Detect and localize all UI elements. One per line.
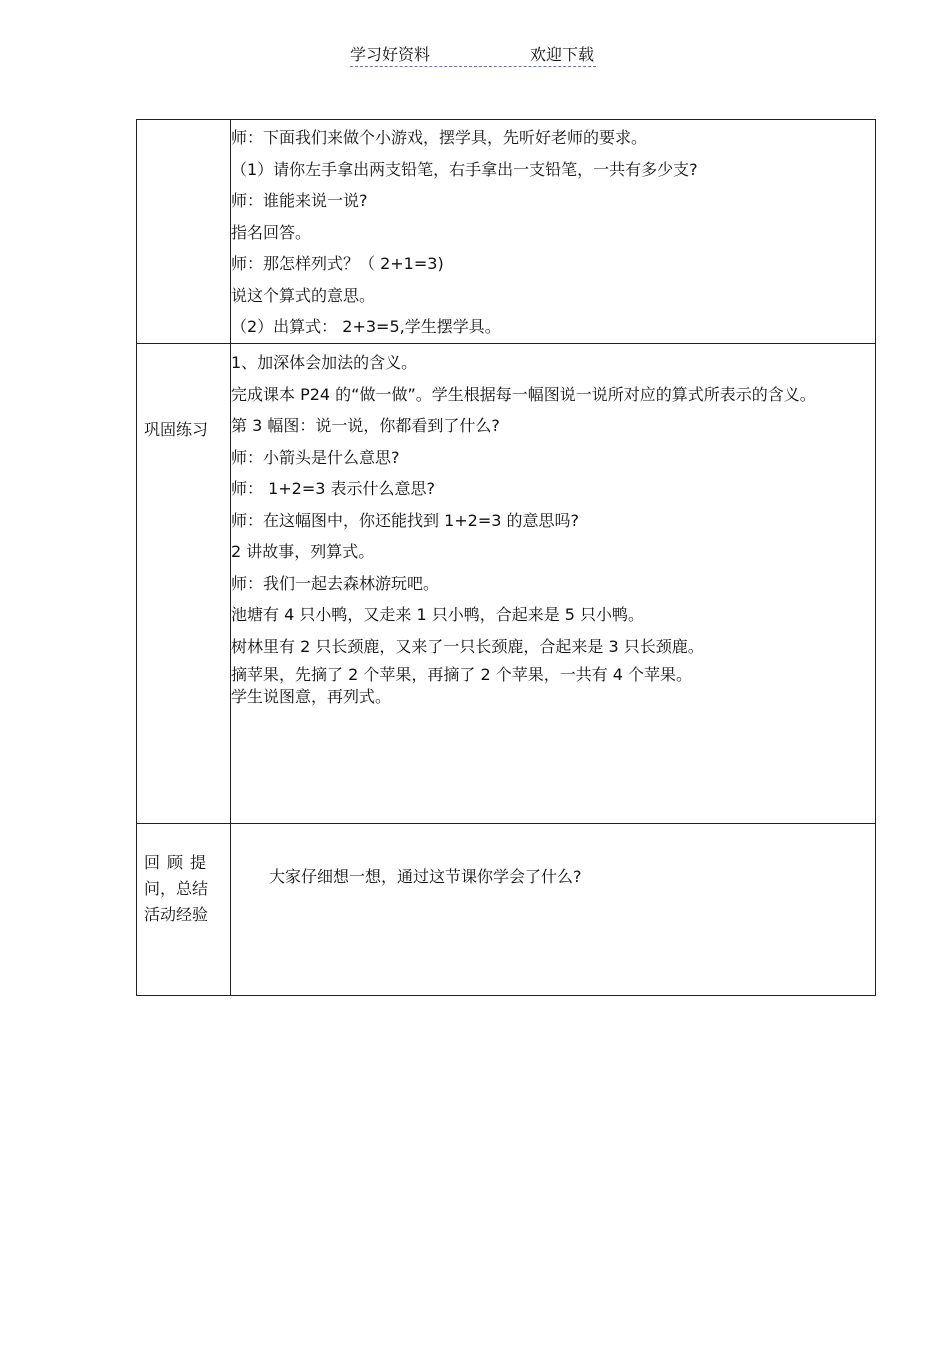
row-label-practice [137,344,231,824]
table-row [137,824,876,996]
review-label-line: 回顾提 [144,853,214,872]
header-right-text: 欢迎下载 [529,45,594,64]
review-label-line: 活动经验 [144,905,209,924]
practice-label: 巩固练习 [144,420,209,439]
text-line: 树林里有 2 只长颈鹿，又来了一只长颈鹿，合起来是 3 只长颈鹿。 [231,636,704,656]
review-cell [231,824,876,996]
text-line: 师：我们一起去森林游玩吧。 [231,573,440,593]
text-line: 师：谁能来说一说? [231,191,368,210]
header-left-text: 学习好资料 [350,45,431,64]
practice-cell [231,344,876,824]
text-line: 完成课本 P24 的“做一做”。学生根据每一幅图说一说所对应的算式所表示的含义。 [231,384,816,404]
page-header [350,40,596,67]
game-activity-cell [231,120,876,344]
row-label-review [137,824,231,996]
text-line: 第 3 幅图：说一说，你都看到了什么? [231,416,500,435]
text-line: 师：小箭头是什么意思? [231,447,400,467]
text-line: （1）请你左手拿出两支铅笔，右手拿出一支铅笔，一共有多少支? [231,159,698,179]
table-row [137,120,876,344]
text-line: 师： 1+2=3 表示什么意思? [231,479,436,498]
text-line: （2）出算式： 2+3=5,学生摆学具。 [231,317,501,336]
text-line: 师：在这幅图中，你还能找到 1+2=3 的意思吗? [231,510,580,530]
text-line: 说这个算式的意思。 [231,285,376,305]
lesson-plan-table [136,119,876,996]
text-line: 师：下面我们来做个小游戏，摆学具，先听好老师的要求。 [231,128,648,147]
table-row [137,344,876,824]
text-line: 1、加深体会加法的含义。 [231,353,418,372]
text-line: 2 讲故事，列算式。 [231,542,375,561]
review-question: 大家仔细想一想，通过这节课你学会了什么? [269,867,582,886]
text-line: 池塘有 4 只小鸭，又走来 1 只小鸭，合起来是 5 只小鸭。 [231,605,645,624]
text-line: 摘苹果，先摘了 2 个苹果，再摘了 2 个苹果，一共有 4 个苹果。 [231,665,693,684]
text-line: 指名回答。 [231,222,312,242]
review-label-line: 问，总结 [144,879,209,898]
text-line: 师：那怎样列式？（ 2+1=3) [231,254,444,273]
text-line: 学生说图意，再列式。 [231,687,392,706]
row-label-empty [137,120,231,344]
